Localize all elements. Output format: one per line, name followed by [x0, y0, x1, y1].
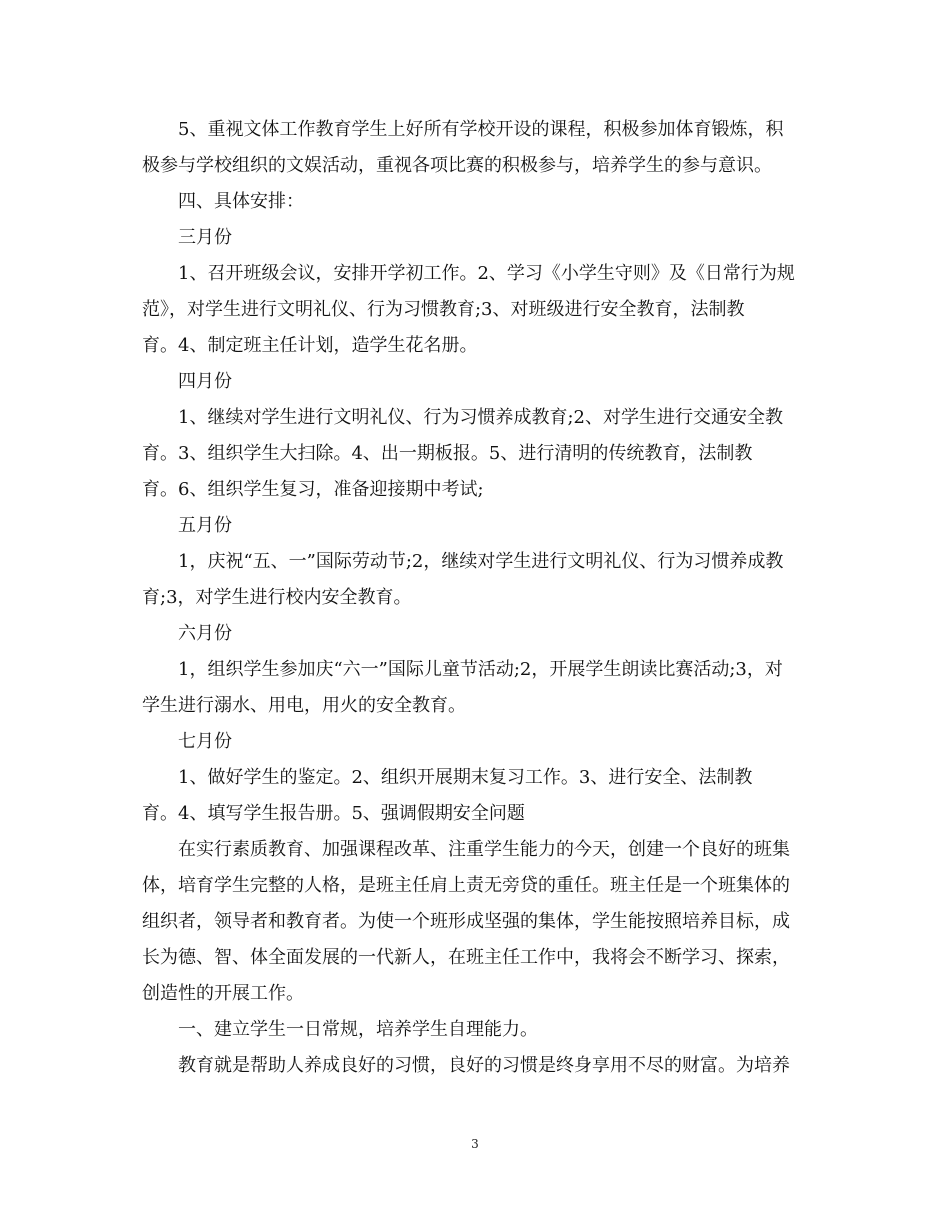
text-line: 在实行素质教育、加强课程改革、注重学生能力的今天，创建一个良好的班集: [178, 839, 790, 860]
text-line: 四月份: [178, 371, 232, 392]
text-line: 四、具体安排：: [178, 191, 304, 212]
text-line: 学生进行溺水、用电，用火的安全教育。: [142, 695, 466, 716]
text-line: 育。6、组织学生复习，准备迎接期中考试;: [142, 479, 484, 500]
text-line: 1，组织学生参加庆“六一”国际儿童节活动;2，开展学生朗读比赛活动;3，对: [178, 659, 783, 680]
text-line: 极参与学校组织的文娱活动，重视各项比赛的积极参与，培养学生的参与意识。: [142, 155, 772, 176]
text-line: 三月份: [178, 227, 232, 248]
text-line: 1、继续对学生进行文明礼仪、行为习惯养成教育;2、对学生进行交通安全教: [178, 407, 783, 428]
text-line: 5、重视文体工作教育学生上好所有学校开设的课程，积极参加体育锻炼，积: [178, 119, 784, 140]
text-line: 1、做好学生的鉴定。2、组织开展期末复习工作。3、进行安全、法制教: [178, 767, 753, 788]
text-line: 七月份: [178, 731, 232, 752]
text-line: 1、召开班级会议，安排开学初工作。2、学习《小学生守则》及《日常行为规: [178, 263, 795, 284]
text-line: 范》，对学生进行文明礼仪、行为习惯教育;3、对班级进行安全教育，法制教: [142, 299, 745, 320]
text-line: 组织者，领导者和教育者。为使一个班形成坚强的集体，学生能按照培养目标，成: [142, 911, 790, 932]
text-line: 教育就是帮助人养成良好的习惯，良好的习惯是终身享用不尽的财富。为培养: [178, 1055, 790, 1076]
document-body: [142, 112, 822, 1084]
text-line: 育。4、填写学生报告册。5、强调假期安全问题: [142, 803, 525, 824]
text-line: 1，庆祝“五、一”国际劳动节;2，继续对学生进行文明礼仪、行为习惯养成教: [178, 551, 784, 572]
text-line: 六月份: [178, 623, 232, 644]
page-number: 3: [471, 1137, 479, 1151]
text-line: 育;3，对学生进行校内安全教育。: [142, 587, 412, 608]
text-line: 育。4、制定班主任计划，造学生花名册。: [142, 335, 478, 356]
text-line: 五月份: [178, 515, 232, 536]
text-line: 创造性的开展工作。: [142, 983, 304, 1004]
text-line: 体，培育学生完整的人格，是班主任肩上责无旁贷的重任。班主任是一个班集体的: [142, 875, 790, 896]
text-line: 一、建立学生一日常规，培养学生自理能力。: [178, 1019, 538, 1040]
text-line: 育。3、组织学生大扫除。4、出一期板报。5、进行清明的传统教育，法制教: [142, 443, 753, 464]
text-line: 长为德、智、体全面发展的一代新人，在班主任工作中，我将会不断学习、探索，: [142, 947, 790, 968]
